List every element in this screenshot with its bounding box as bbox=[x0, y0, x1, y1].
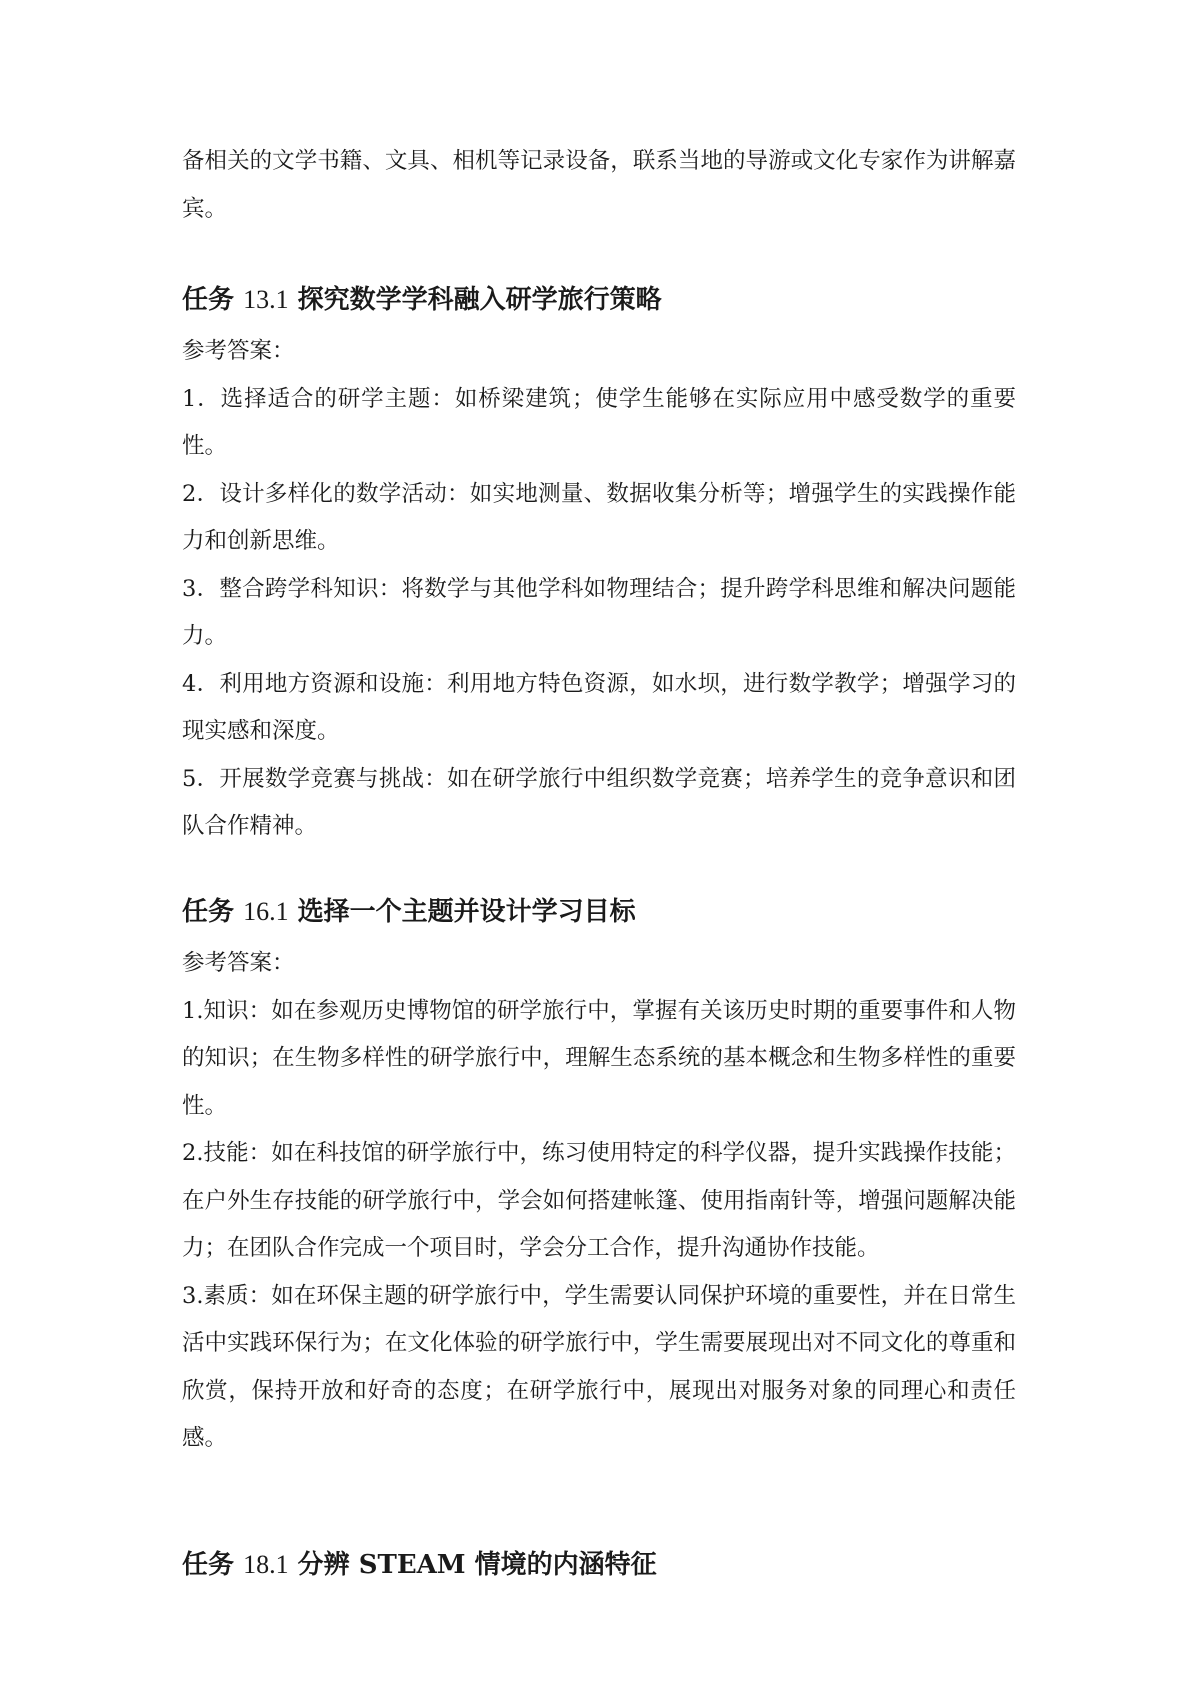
section-13-1-body bbox=[182, 328, 1016, 851]
answer-item: 2.技能：如在科技馆的研学旅行中，练习使用特定的科学仪器，提升实践操作技能；在户外生存技能的研学旅行中，学会如何搭建帐篷、使用指南针等，增强问题解决能力；在团队合作完成一个项目时，学会分工合作，提升沟通协作技能。 bbox=[182, 1140, 1016, 1261]
answer-item: 1．选择适合的研学主题：如桥梁建筑；使学生能够在实际应用中感受数学的重要性。 bbox=[182, 385, 1016, 459]
intro-text: 备相关的文学书籍、文具、相机等记录设备，联系当地的导游或文化专家作为讲解嘉宾。 bbox=[182, 148, 1016, 222]
heading-title: 选择一个主题并设计学习目标 bbox=[297, 897, 636, 927]
answer-label: 参考答案： bbox=[182, 338, 295, 364]
section-heading bbox=[182, 1541, 1016, 1589]
section-16-1 bbox=[182, 888, 1016, 936]
answer-item: 2．设计多样化的数学活动：如实地测量、数据收集分析等；增强学生的实践操作能力和创新思维。 bbox=[182, 480, 1016, 554]
heading-number: 13.1 bbox=[243, 285, 289, 314]
section-13-1 bbox=[182, 276, 1016, 324]
answer-label: 参考答案： bbox=[182, 950, 295, 976]
heading-title: 分辨 STEAM 情境的内涵特征 bbox=[297, 1550, 657, 1580]
answer-item: 4．利用地方资源和设施：利用地方特色资源，如水坝，进行数学教学；增强学习的现实感和深度。 bbox=[182, 670, 1016, 744]
answer-item: 3.素质：如在环保主题的研学旅行中，学生需要认同保护环境的重要性，并在日常生活中实践环保行为；在文化体验的研学旅行中，学生需要展现出对不同文化的尊重和欣赏，保持开放和好奇的态度；在研学旅行中，展现出对服务对象的同理心和责任感。 bbox=[182, 1282, 1016, 1451]
heading-number: 16.1 bbox=[243, 897, 289, 926]
section-16-1-body bbox=[182, 940, 1016, 1463]
heading-prefix: 任务 bbox=[182, 897, 235, 927]
answer-item: 3．整合跨学科知识：将数学与其他学科如物理结合；提升跨学科思维和解决问题能力。 bbox=[182, 575, 1016, 649]
answer-item: 5．开展数学竞赛与挑战：如在研学旅行中组织数学竞赛；培养学生的竞争意识和团队合作精神。 bbox=[182, 765, 1016, 839]
heading-prefix: 任务 bbox=[182, 1550, 235, 1580]
answer-item: 1.知识：如在参观历史博物馆的研学旅行中，掌握有关该历史时期的重要事件和人物的知识；在生物多样性的研学旅行中，理解生态系统的基本概念和生物多样性的重要性。 bbox=[182, 997, 1016, 1119]
heading-title: 探究数学学科融入研学旅行策略 bbox=[297, 285, 662, 315]
intro-paragraph bbox=[182, 138, 1016, 233]
section-heading bbox=[182, 276, 1016, 324]
heading-prefix: 任务 bbox=[182, 285, 235, 315]
section-18-1 bbox=[182, 1541, 1016, 1589]
heading-number: 18.1 bbox=[243, 1550, 289, 1579]
section-heading bbox=[182, 888, 1016, 936]
